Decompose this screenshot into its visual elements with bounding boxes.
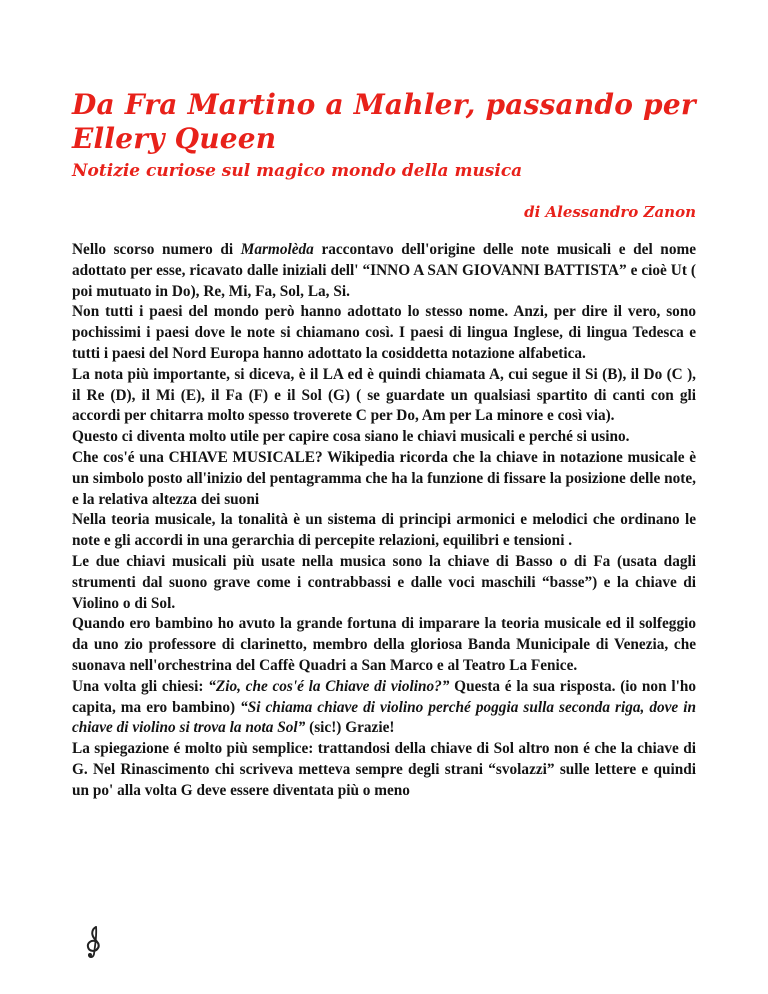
- paragraph-8: Quando ero bambino ho avuto la grande fortuna di imparare la teoria musicale ed il solfeggio da uno zio professore di clarinetto, membro della gloriosa Banda Municipale di Venezia, che suonava nell'orchestrina del Caffè Quadri a San Marco e al Teatro La Fenice.: [72, 615, 696, 674]
- quote-answer: “Si chiama chiave di violino perché poggia sulla seconda riga, dove in chiave di violino si trova la nota Sol”: [72, 698, 696, 737]
- article-author: di Alessandro Zanon: [524, 203, 696, 221]
- paragraph-6: Nella teoria musicale, la tonalità è un sistema di principi armonici e melodici che ordinano le note e gli accordi in una gerarchia di percepite relazioni, equilibri e tensioni .: [72, 511, 696, 550]
- paragraph-9-text-e: (sic!) Grazie!: [305, 719, 395, 737]
- paragraph-5: Che cos'é una CHIAVE MUSICALE? Wikipedia ricorda che la chiave in notazione musicale è un simbolo posto all'inizio del pentagramma che ha la funzione di fissare la posizione delle note, e la relativa altezza dei suoni: [72, 448, 696, 508]
- paragraph-4: Questo ci diventa molto utile per capire cosa siano le chiavi musicali e perché si usino.: [72, 428, 630, 446]
- paragraph-1-text-a: Nello scorso numero di: [72, 241, 241, 258]
- paragraph-9-text-a: Una volta gli chiesi:: [72, 677, 209, 695]
- paragraph-2: Non tutti i paesi del mondo però hanno adottato lo stesso nome. Anzi, per dire il vero, sono pochissimi i paesi dove le note si chiamano così. I paesi di lingua Inglese, di lingua Tedesca e tutti i paesi del Nord Europa hanno adottato la cosiddetta notazione alfabetica.: [72, 303, 696, 362]
- article-title: Da Fra Martino a Mahler, passando per Ellery Queen: [72, 88, 696, 155]
- article-body: [72, 240, 696, 802]
- paragraph-1-text-c: raccontavo dell'origine delle note musicali e del nome adottato per esse, ricavato dalle iniziali dell' “INNO A SAN GIOVANNI BATTISTA” e cioè Ut ( poi mutuato in Do), Re, Mi, Fa, Sol, La, Si.: [72, 241, 697, 300]
- treble-clef-g-icon: [82, 924, 108, 960]
- paragraph-3: La nota più importante, si diceva, è il LA ed è quindi chiamata A, cui segue il Si (B), il Do (C ), il Re (D), il Mi (E), il Fa (F) e il Sol (G) ( se guardate un qualsiasi spartito di canti con gli accordi per chitarra molto spesso troverete C per Do, Am per La minore e così via).: [72, 365, 696, 425]
- paragraph-1: [72, 240, 696, 302]
- article-subtitle: Notizie curiose sul magico mondo della musica: [72, 161, 523, 181]
- paragraph-7: Le due chiavi musicali più usate nella musica sono la chiave di Basso o di Fa (usata dagli strumenti dal suono grave come i contrabbassi e dalle voci maschili “basse”) e la chiave di Violino o di Sol.: [72, 552, 696, 612]
- quote-question: “Zio, che cos'é la Chiave di violino?”: [208, 677, 450, 695]
- paragraph-9-text-c: Questa é la sua risposta. (io non l'ho capita, ma ero bambino): [72, 677, 696, 716]
- magazine-name: Marmolèda: [240, 241, 314, 258]
- paragraph-9: [72, 677, 696, 739]
- paragraph-10: La spiegazione é molto più semplice: trattandosi della chiave di Sol altro non é che la chiave di G. Nel Rinascimento chi scriveva metteva sempre degli strani “svolazzi” sulle lettere e quindi un po' alla volta G deve essere diventata più o meno: [72, 740, 696, 799]
